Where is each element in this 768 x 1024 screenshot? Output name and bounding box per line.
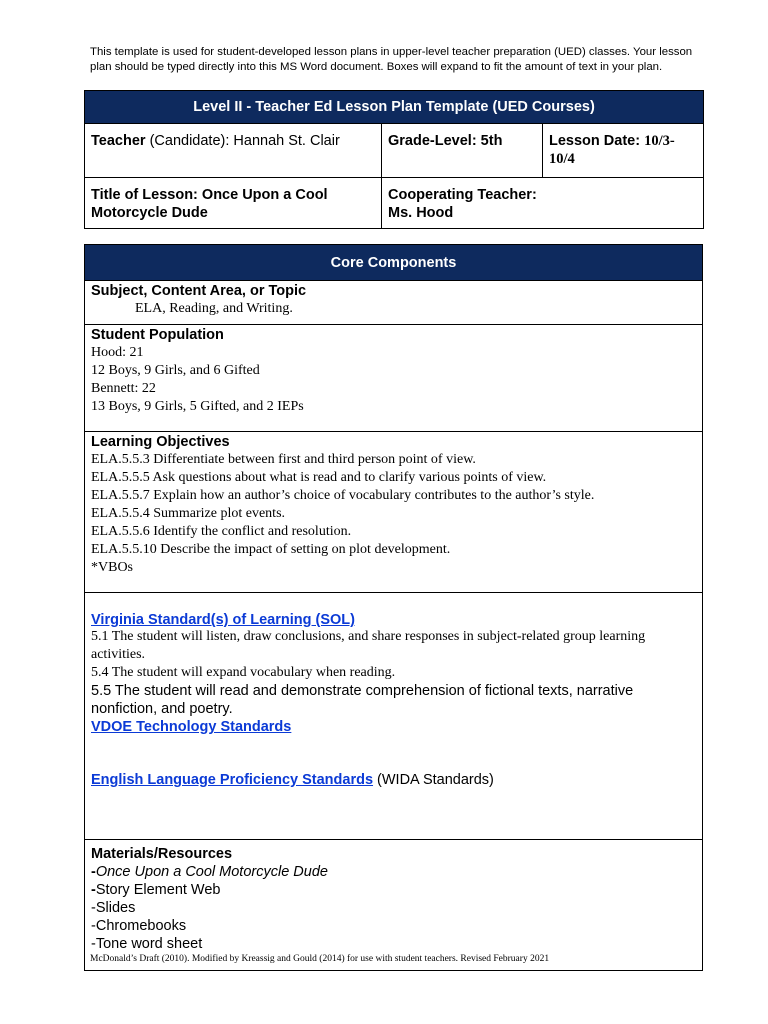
cooperating-teacher-cell — [382, 178, 704, 229]
objective-line: ELA.5.5.6 Identify the conflict and resolution. — [91, 524, 352, 539]
objective-line: *VBOs — [91, 560, 134, 575]
teacher-sub-label: (Candidate): — [145, 133, 234, 149]
student-population-section — [85, 325, 703, 432]
population-line: Bennett: 22 — [91, 381, 156, 396]
sol-line: 5.1 The student will listen, draw conclusions, and share responses in subject-related group learning activities. — [91, 629, 646, 662]
subject-value: ELA, Reading, and Writing. — [135, 301, 293, 316]
subject-title: Subject, Content Area, or Topic — [91, 283, 307, 299]
core-components-header: Core Components — [85, 245, 703, 281]
sol-link[interactable]: Virginia Standard(s) of Learning (SOL) — [91, 612, 355, 628]
intro-text: This template is used for student-developed lesson plans in upper-level teacher preparation (UED) classes. Your lesson plan should be typed directly into this MS Word document. Boxes will expand to fit the amount of text in your plan. — [90, 46, 693, 73]
cooperating-teacher-label: Cooperating Teacher: — [388, 187, 537, 203]
subject-section — [85, 281, 703, 325]
standards-section — [85, 593, 703, 840]
core-components-table — [84, 244, 703, 971]
teacher-cell — [85, 124, 382, 178]
objective-line: ELA.5.5.7 Explain how an author’s choice of vocabulary contributes to the author’s style. — [91, 488, 595, 503]
list-item: -Once Upon a Cool Motorcycle Dude — [91, 864, 328, 880]
materials-list — [91, 863, 696, 953]
cooperating-teacher-value: Ms. Hood — [388, 205, 454, 221]
teacher-label: Teacher — [91, 133, 146, 149]
sol-line-5-5: 5.5 The student will read and demonstrate comprehension of fictional texts, narrative nonfiction, and poetry. — [91, 683, 634, 717]
teacher-value: Hannah St. Clair — [233, 133, 340, 149]
list-item: -Tone word sheet — [91, 936, 203, 952]
learning-objectives-section — [85, 432, 703, 593]
objective-line: ELA.5.5.10 Describe the impact of setting on plot development. — [91, 542, 451, 557]
objective-line: ELA.5.5.4 Summarize plot events. — [91, 506, 286, 521]
lesson-plan-title: Level II - Teacher Ed Lesson Plan Template (UED Courses) — [85, 91, 704, 124]
lesson-header-table — [84, 90, 704, 229]
list-item: -Story Element Web — [91, 882, 221, 898]
objective-line: ELA.5.5.5 Ask questions about what is read and to clarify various points of view. — [91, 470, 547, 485]
materials-section — [85, 840, 703, 971]
learning-objectives-title: Learning Objectives — [91, 434, 230, 450]
grade-level-cell — [382, 124, 543, 178]
elp-standards-link[interactable]: English Language Proficiency Standards — [91, 772, 374, 788]
footer-note: McDonald’s Draft (2010). Modified by Kreassig and Gould (2014) for use with student teachers. Revised February 2021 — [90, 954, 550, 964]
population-line: Hood: 21 — [91, 345, 144, 360]
vdoe-technology-link[interactable]: VDOE Technology Standards — [91, 719, 292, 735]
list-item: -Chromebooks — [91, 918, 187, 934]
lesson-title-label: Title of Lesson: Once Upon a Cool Motorcycle Dude — [91, 187, 328, 221]
student-population-title: Student Population — [91, 327, 224, 343]
objective-line: ELA.5.5.3 Differentiate between first and third person point of view. — [91, 452, 476, 467]
lesson-date-cell — [543, 124, 704, 178]
wida-label: (WIDA Standards) — [373, 772, 494, 788]
lesson-date-value: 10/3-10/4 — [549, 133, 675, 167]
sol-line: 5.4 The student will expand vocabulary when reading. — [91, 665, 396, 680]
population-line: 13 Boys, 9 Girls, 5 Gifted, and 2 IEPs — [91, 399, 304, 414]
grade-level-label: Grade-Level: 5th — [388, 133, 503, 149]
materials-title: Materials/Resources — [91, 846, 233, 862]
lesson-date-label: Lesson Date: — [549, 133, 645, 149]
lesson-title-cell — [85, 178, 382, 229]
population-line: 12 Boys, 9 Girls, and 6 Gifted — [91, 363, 260, 378]
list-item: -Slides — [91, 900, 136, 916]
